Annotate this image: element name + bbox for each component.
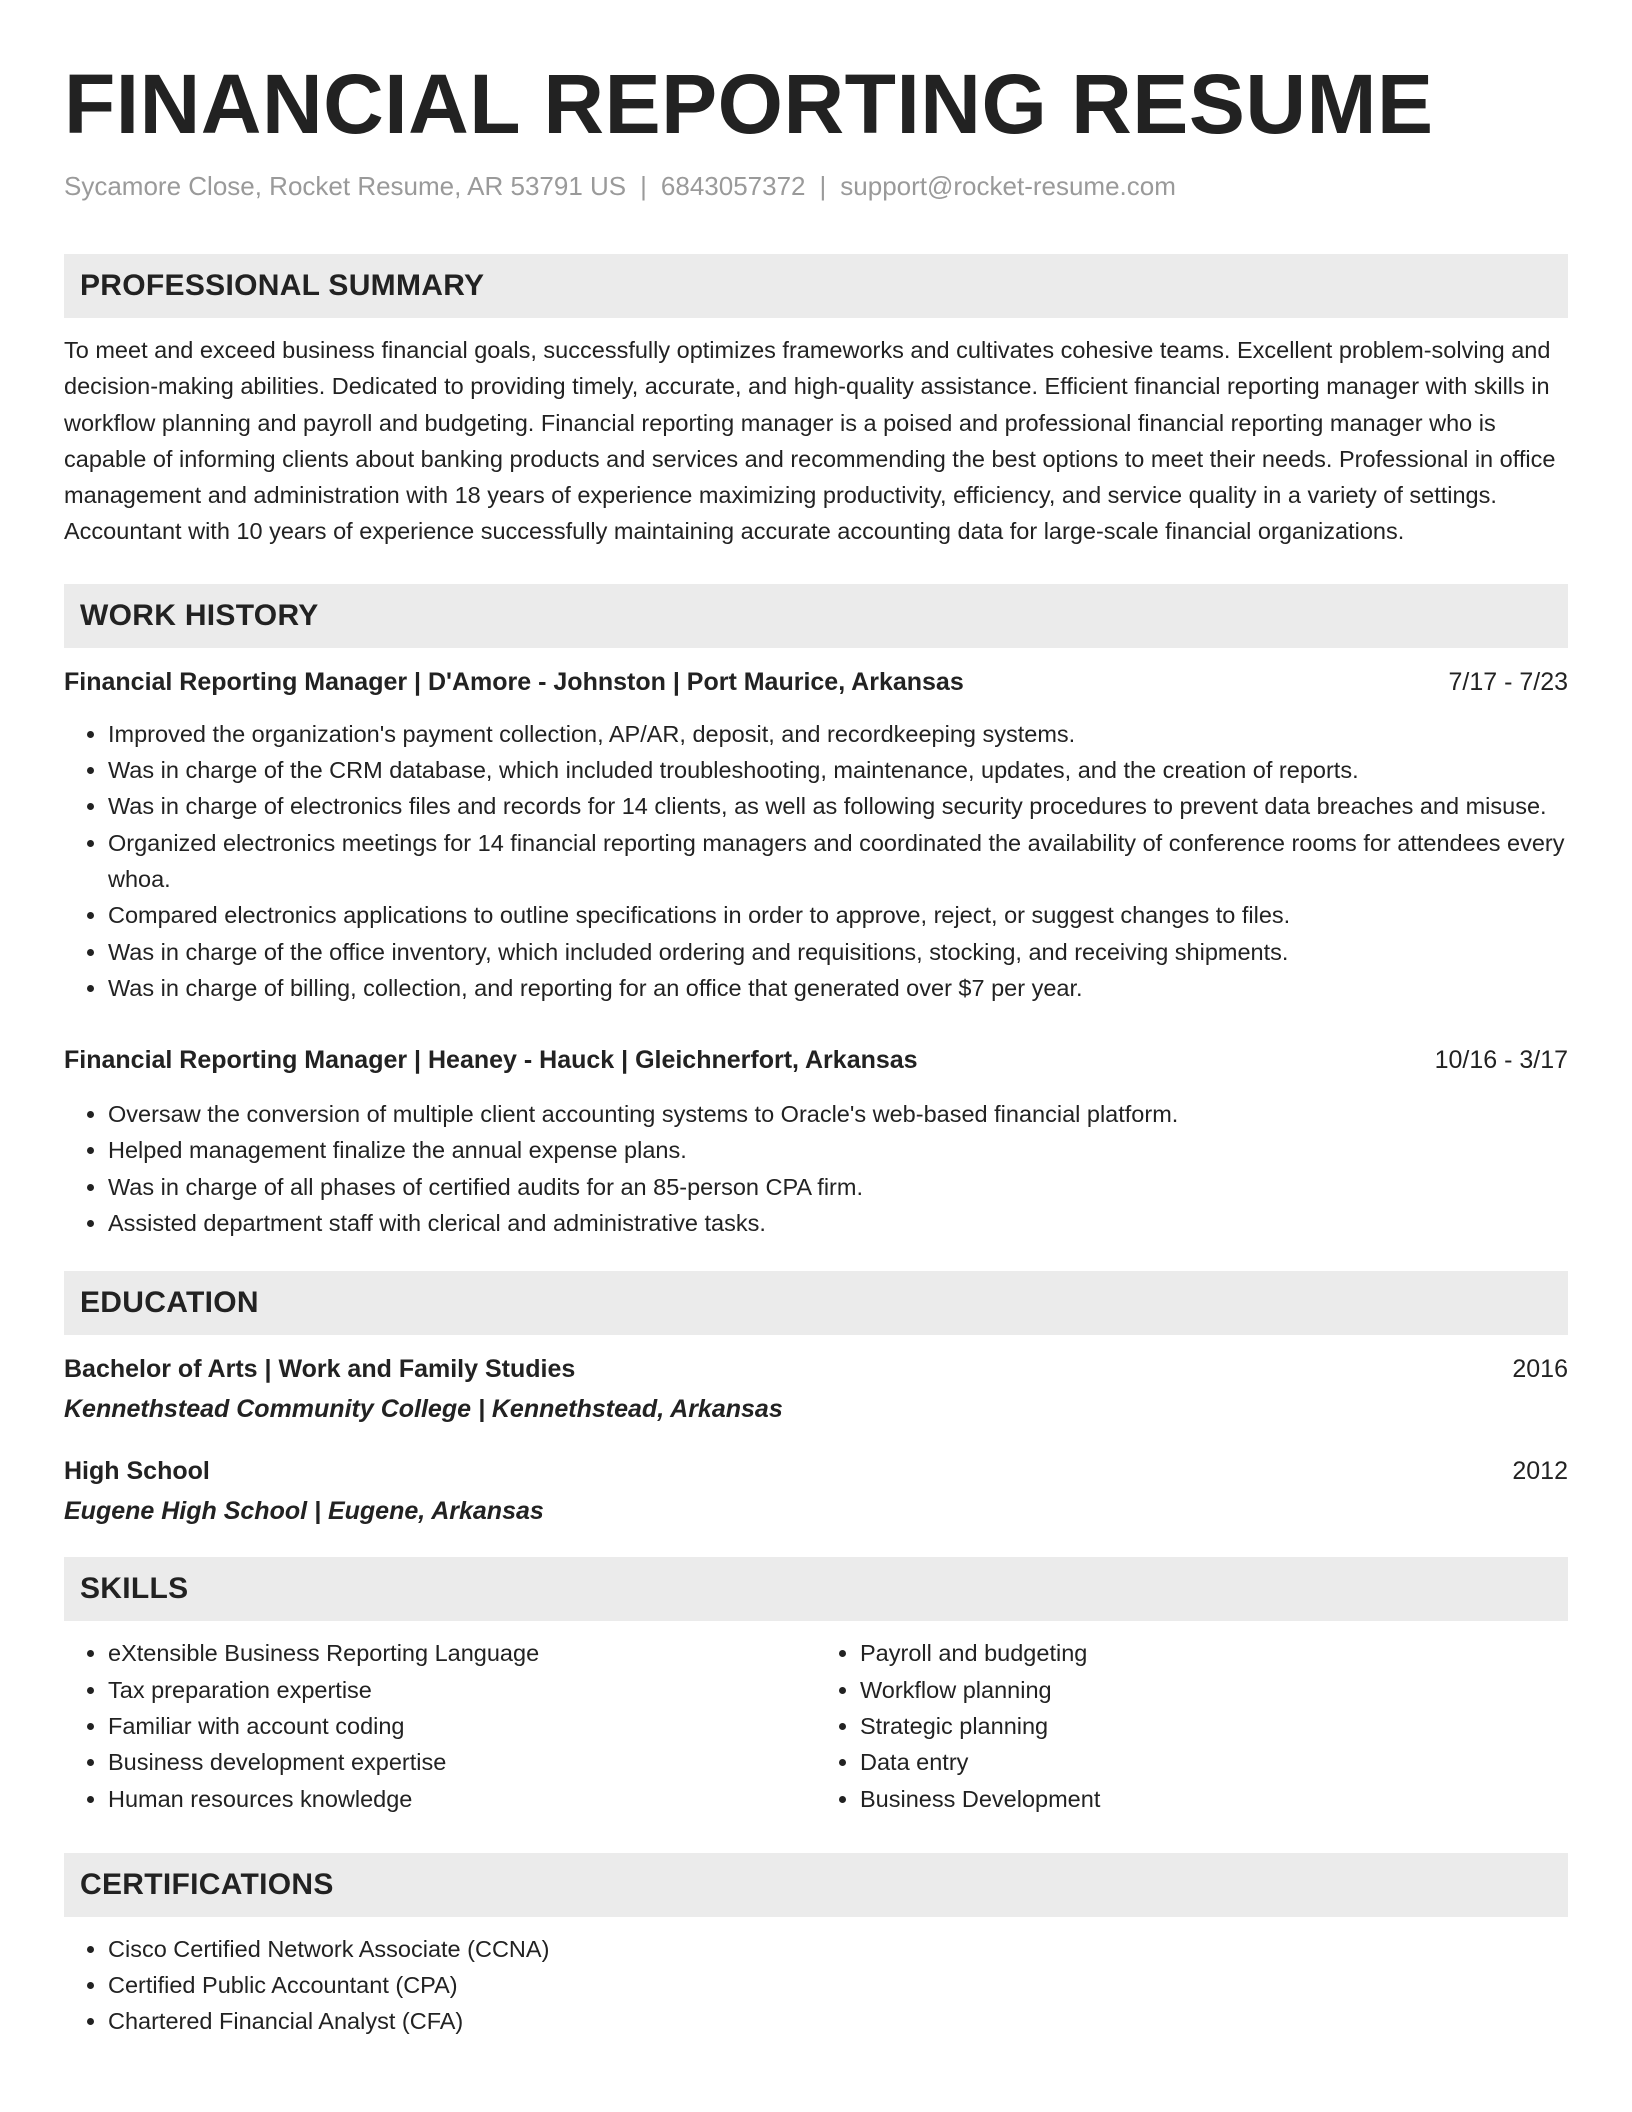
section-heading-education: EDUCATION bbox=[64, 1271, 1568, 1335]
education-header bbox=[64, 1455, 1568, 1487]
address-text: Sycamore Close, Rocket Resume, AR 53791 US bbox=[64, 171, 627, 201]
list-item: • Business Development bbox=[860, 1781, 1568, 1817]
list-item: • Compared electronics applications to outline specifications in order to approve, reject, or suggest changes to files. bbox=[108, 897, 1568, 933]
skills-list-right bbox=[816, 1635, 1568, 1816]
email-link[interactable]: support@rocket-resume.com bbox=[840, 171, 1176, 201]
list-item: • Was in charge of the office inventory, which included ordering and requisitions, stocking, and receiving shipments. bbox=[108, 934, 1568, 970]
list-item: • Human resources knowledge bbox=[108, 1781, 816, 1817]
job-bullet-list bbox=[64, 716, 1568, 1006]
section-heading-skills: SKILLS bbox=[64, 1557, 1568, 1621]
list-item: • Data entry bbox=[860, 1744, 1568, 1780]
job-header bbox=[64, 666, 1568, 698]
list-item: • Was in charge of electronics files and records for 14 clients, as well as following security procedures to prevent data breaches and misuse. bbox=[108, 788, 1568, 824]
job-title: Financial Reporting Manager | D'Amore - Johnston | Port Maurice, Arkansas bbox=[64, 667, 964, 696]
list-item: • Workflow planning bbox=[860, 1672, 1568, 1708]
education-entry bbox=[64, 1353, 1568, 1425]
job-entry bbox=[64, 1044, 1568, 1241]
section-heading-certifications: CERTIFICATIONS bbox=[64, 1853, 1568, 1917]
list-item: • Improved the organization's payment collection, AP/AR, deposit, and recordkeeping systems. bbox=[108, 716, 1568, 752]
certifications-list bbox=[64, 1931, 1568, 2040]
job-title: Financial Reporting Manager | Heaney - Hauck | Gleichnerfort, Arkansas bbox=[64, 1046, 918, 1075]
list-item: • Familiar with account coding bbox=[108, 1708, 816, 1744]
job-dates: 7/17 - 7/23 bbox=[1448, 667, 1568, 696]
job-entry bbox=[64, 666, 1568, 1006]
section-heading-work-history: WORK HISTORY bbox=[64, 584, 1568, 648]
job-bullet-list bbox=[64, 1096, 1568, 1241]
list-item: • Chartered Financial Analyst (CFA) bbox=[108, 2003, 1568, 2039]
job-dates: 10/16 - 3/17 bbox=[1434, 1046, 1568, 1075]
list-item: • Business development expertise bbox=[108, 1744, 816, 1780]
list-item: • Strategic planning bbox=[860, 1708, 1568, 1744]
education-header bbox=[64, 1353, 1568, 1385]
list-item: • Organized electronics meetings for 14 financial reporting managers and coordinated the availability of conference rooms for attendees every whoa. bbox=[108, 825, 1568, 898]
job-header bbox=[64, 1044, 1568, 1076]
education-year: 2012 bbox=[1512, 1457, 1568, 1486]
list-item: • Certified Public Accountant (CPA) bbox=[108, 1967, 1568, 2003]
list-item: • Assisted department staff with clerical and administrative tasks. bbox=[108, 1205, 1568, 1241]
education-entry bbox=[64, 1455, 1568, 1527]
resume-page bbox=[64, 0, 1568, 2040]
resume-title: FINANCIAL REPORTING RESUME bbox=[64, 57, 1434, 151]
education-school: Eugene High School | Eugene, Arkansas bbox=[64, 1497, 544, 1526]
education-degree: High School bbox=[64, 1457, 210, 1486]
contact-separator: | bbox=[640, 171, 647, 201]
list-item: • Was in charge of billing, collection, and reporting for an office that generated over $7 per year. bbox=[108, 970, 1568, 1006]
list-item: • Cisco Certified Network Associate (CCNA) bbox=[108, 1931, 1568, 1967]
skills-grid bbox=[64, 1635, 1568, 1816]
contact-separator: | bbox=[819, 171, 827, 201]
skills-list-left bbox=[64, 1635, 816, 1816]
education-year: 2016 bbox=[1512, 1355, 1568, 1384]
list-item: • Oversaw the conversion of multiple client accounting systems to Oracle's web-based financial platform. bbox=[108, 1096, 1568, 1132]
phone-text: 6843057372 bbox=[660, 171, 806, 201]
list-item: • Payroll and budgeting bbox=[860, 1635, 1568, 1671]
section-heading-summary: PROFESSIONAL SUMMARY bbox=[64, 254, 1568, 318]
contact-line bbox=[64, 170, 1568, 202]
list-item: • Was in charge of the CRM database, which included troubleshooting, maintenance, updates, and the creation of reports. bbox=[108, 752, 1568, 788]
summary-paragraph: To meet and exceed business financial goals, successfully optimizes frameworks and cultivates cohesive teams. Excellent problem-solving and decision-making abilities. Dedicated to providing timely, accurate, and high-quality assistance. Efficient financial reporting manager with skills in workflow planning and payroll and budgeting. Financial reporting manager is a poised and professional financial reporting manager who is capable of informing clients about banking products and services and recommending the best options to meet their needs. Professional in office management and administration with 18 years of experience maximizing productivity, efficiency, and service quality in a variety of settings. Accountant with 10 years of experience successfully maintaining accurate accounting data for large-scale financial organizations. bbox=[64, 337, 1556, 545]
education-school: Kennethstead Community College | Kennethstead, Arkansas bbox=[64, 1395, 783, 1424]
list-item: • Helped management finalize the annual expense plans. bbox=[108, 1132, 1568, 1168]
list-item: • eXtensible Business Reporting Language bbox=[108, 1635, 816, 1671]
list-item: • Was in charge of all phases of certified audits for an 85-person CPA firm. bbox=[108, 1169, 1568, 1205]
list-item: • Tax preparation expertise bbox=[108, 1672, 816, 1708]
education-degree: Bachelor of Arts | Work and Family Studies bbox=[64, 1355, 576, 1384]
